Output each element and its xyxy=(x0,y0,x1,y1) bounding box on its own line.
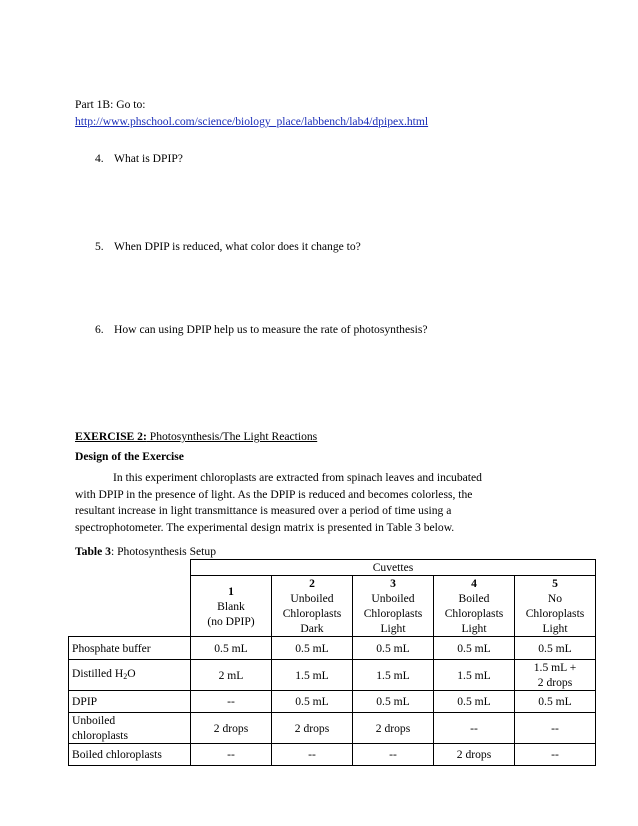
column-label: Light xyxy=(542,622,568,635)
row-label-text: O xyxy=(127,667,136,680)
column-number: 1 xyxy=(228,584,234,598)
question-5 xyxy=(95,240,361,253)
column-header-3 xyxy=(353,576,434,637)
column-header-5 xyxy=(515,576,596,637)
column-label: Blank xyxy=(217,599,245,613)
table-cell: -- xyxy=(515,713,596,744)
question-number: 5. xyxy=(95,240,104,253)
table-row xyxy=(69,660,596,691)
design-paragraph xyxy=(75,470,605,536)
table-caption-text: : Photosynthesis Setup xyxy=(110,545,216,558)
column-label: Boiled xyxy=(458,592,490,605)
column-number: 5 xyxy=(552,577,558,590)
table-cell xyxy=(515,660,596,691)
table-cell: 0.5 mL xyxy=(353,637,434,660)
table-caption xyxy=(75,545,216,558)
paragraph-line: spectrophotometer. The experimental design matrix is presented in Table 3 below. xyxy=(75,520,455,534)
column-label: Chloroplasts xyxy=(444,607,504,620)
column-header-2 xyxy=(272,576,353,637)
table-cell: 0.5 mL xyxy=(353,691,434,713)
exercise-title-text: Photosynthesis/The Light Reactions xyxy=(146,430,318,443)
table-cell: 1.5 mL xyxy=(353,660,434,691)
cell-line: 1.5 mL + xyxy=(533,661,577,674)
question-4 xyxy=(95,152,183,165)
table-cell: -- xyxy=(191,691,272,713)
question-6 xyxy=(95,323,428,336)
table-cell: -- xyxy=(353,744,434,766)
column-label: Light xyxy=(380,622,406,635)
table-caption-label: Table 3 xyxy=(75,545,111,558)
paragraph-line: resultant increase in light transmittance is measured over a period of time using a xyxy=(75,504,452,517)
column-label: (no DPIP) xyxy=(207,614,255,628)
setup-table xyxy=(68,559,596,766)
column-label: Chloroplasts xyxy=(525,607,585,620)
row-label xyxy=(69,660,191,691)
table-cell: 0.5 mL xyxy=(515,691,596,713)
exercise-title xyxy=(75,430,317,443)
table-cell: -- xyxy=(434,713,515,744)
paragraph-line: In this experiment chloroplasts are extracted from spinach leaves and incubated xyxy=(113,471,482,484)
row-label: Phosphate buffer xyxy=(69,637,191,660)
table-cell: 1.5 mL xyxy=(272,660,353,691)
table-cell: 2 drops xyxy=(272,713,353,744)
column-label: Light xyxy=(461,622,487,635)
column-label: No xyxy=(547,592,563,605)
column-number: 4 xyxy=(471,577,477,590)
table-cell: 2 drops xyxy=(353,713,434,744)
table-cell: -- xyxy=(191,744,272,766)
exercise-label: EXERCISE 2: xyxy=(75,430,147,443)
column-label: Unboiled xyxy=(290,592,334,605)
table-corner xyxy=(69,560,191,637)
design-heading: Design of the Exercise xyxy=(75,450,184,463)
column-label: Unboiled xyxy=(371,592,415,605)
column-label: Dark xyxy=(300,622,324,635)
column-label: Chloroplasts xyxy=(363,607,423,620)
question-text: What is DPIP? xyxy=(114,152,183,165)
table-row xyxy=(69,713,596,744)
row-label-subscript: 2 xyxy=(123,672,128,681)
cell-line: 2 drops xyxy=(537,676,573,689)
table-cell: 0.5 mL xyxy=(434,637,515,660)
column-number: 2 xyxy=(309,577,315,590)
table-cell: 1.5 mL xyxy=(434,660,515,691)
question-text: How can using DPIP help us to measure the rate of photosynthesis? xyxy=(114,323,428,336)
row-label-text: Distilled H xyxy=(72,667,124,680)
column-header-4 xyxy=(434,576,515,637)
table-row xyxy=(69,637,596,660)
table-cell: 2 drops xyxy=(191,713,272,744)
table-cell: 0.5 mL xyxy=(515,637,596,660)
column-header-1 xyxy=(191,576,272,637)
row-label: DPIP xyxy=(69,691,191,713)
table-cell: 0.5 mL xyxy=(434,691,515,713)
table-cell: 0.5 mL xyxy=(272,691,353,713)
question-number: 4. xyxy=(95,152,104,165)
column-label: Chloroplasts xyxy=(282,607,342,620)
table-cell: -- xyxy=(272,744,353,766)
column-number: 3 xyxy=(390,577,396,590)
part-heading: Part 1B: Go to: xyxy=(75,98,146,111)
table-row xyxy=(69,744,596,766)
paragraph-line: with DPIP in the presence of light. As the DPIP is reduced and becomes colorless, the xyxy=(75,487,473,501)
row-label: Boiled chloroplasts xyxy=(69,744,191,766)
table-cell: 0.5 mL xyxy=(272,637,353,660)
question-text: When DPIP is reduced, what color does it change to? xyxy=(114,240,361,253)
table-cell: 0.5 mL xyxy=(191,637,272,660)
row-label xyxy=(69,713,191,744)
part-1b-block xyxy=(75,96,428,130)
table-cell: -- xyxy=(515,744,596,766)
table-cell: 2 drops xyxy=(434,744,515,766)
table-cell: 2 mL xyxy=(191,660,272,691)
part-url-link[interactable]: http://www.phschool.com/science/biology_place/labbench/lab4/dpipex.html xyxy=(75,115,429,128)
row-label-line: chloroplasts xyxy=(72,729,129,742)
question-number: 6. xyxy=(95,323,104,336)
cuvettes-header: Cuvettes xyxy=(191,560,596,576)
row-label-line: Unboiled xyxy=(72,714,116,727)
table-row xyxy=(69,691,596,713)
